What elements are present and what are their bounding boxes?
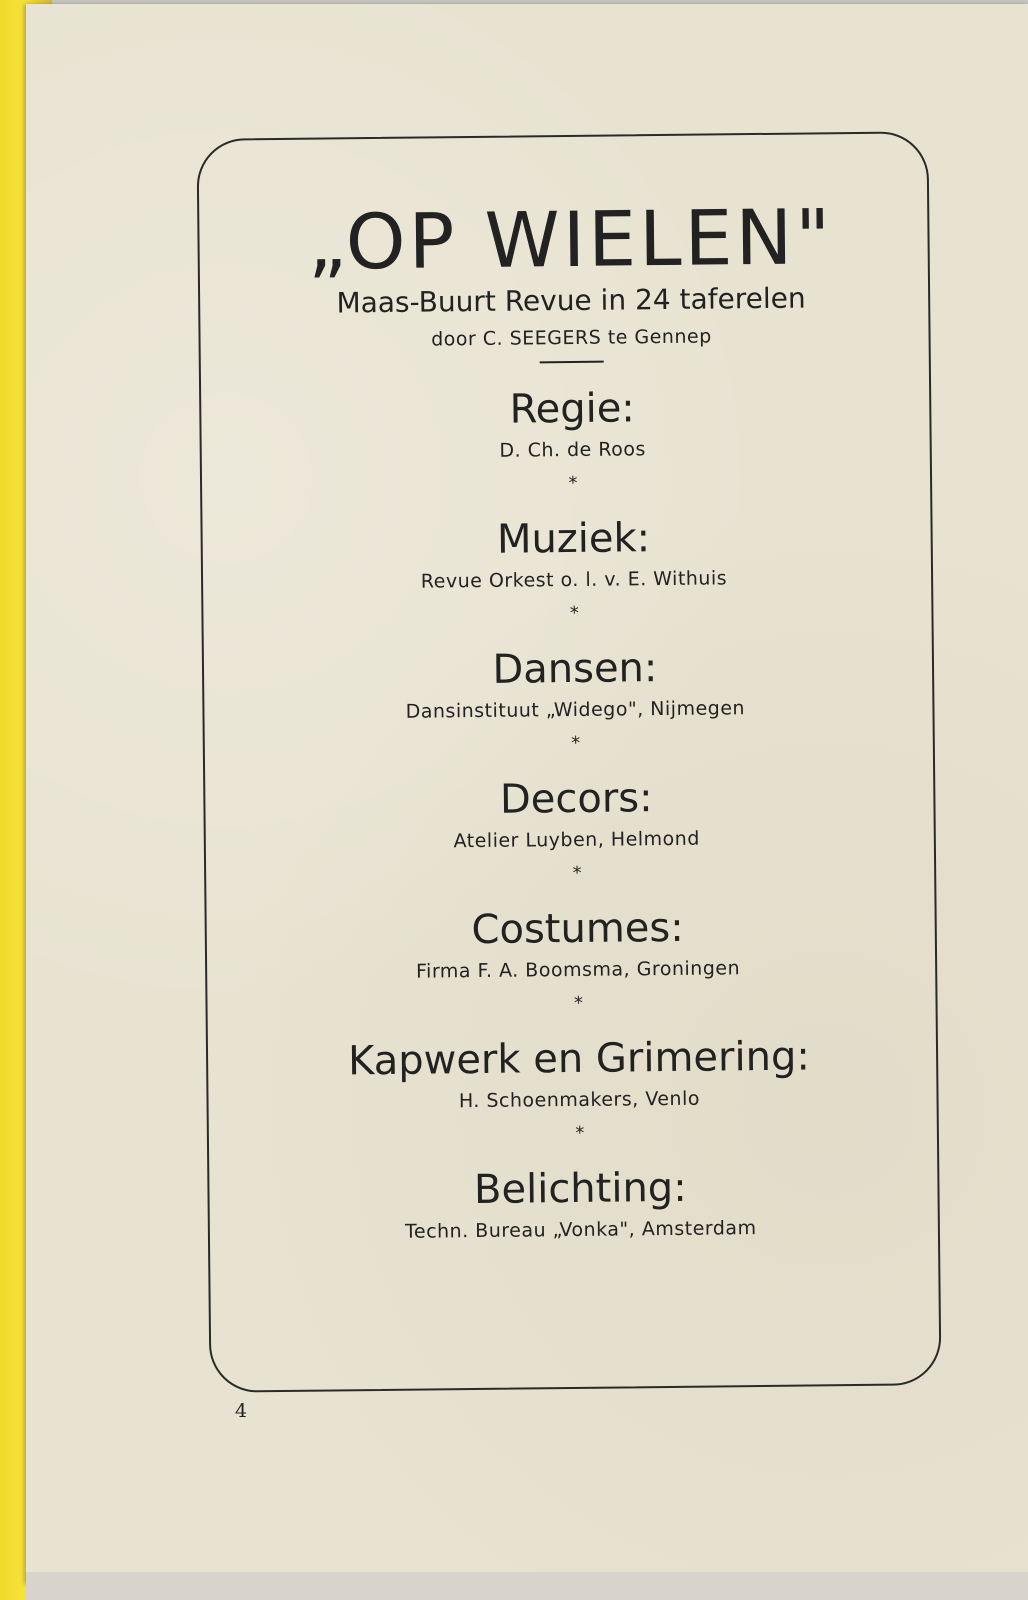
credit-heading: Decors: (499, 774, 653, 823)
separator-star: * (573, 992, 584, 1014)
credit-heading: Regie: (509, 385, 636, 433)
programme-title: „OP WIELEN" (307, 192, 834, 287)
credit-dansen (235, 641, 916, 724)
page-number: 4 (235, 1400, 248, 1422)
credit-value: H. Schoenmakers, Venlo (458, 1087, 701, 1113)
credit-value: Dansinstituut „Widego", Nijmegen (405, 696, 746, 723)
credit-value: Revue Orkest o. l. v. E. Withuis (420, 567, 728, 593)
programme-author: door C. SEEGERS te Gennep (431, 325, 712, 351)
page-bottom-strip (26, 1572, 1028, 1600)
credit-value: D. Ch. de Roos (499, 438, 646, 462)
separator-star: * (575, 1122, 585, 1144)
credit-kapwerk (239, 1031, 920, 1114)
credit-heading: Kapwerk en Grimering: (347, 1033, 811, 1085)
credit-heading: Dansen: (492, 644, 658, 693)
credit-costumes (237, 901, 918, 984)
credit-belichting (240, 1161, 921, 1244)
programme-content (230, 192, 921, 1244)
credit-heading: Belichting: (473, 1164, 687, 1213)
credit-decors (236, 771, 917, 854)
credit-value: Firma F. A. Boomsma, Groningen (415, 957, 741, 983)
credit-heading: Muziek: (496, 514, 651, 563)
credit-heading: Costumes: (471, 904, 684, 953)
separator-star: * (571, 732, 581, 754)
separator-star: * (568, 472, 578, 494)
separator-star: * (569, 602, 579, 624)
credit-value: Techn. Bureau „Vonka", Amsterdam (404, 1216, 757, 1243)
credit-muziek (233, 511, 914, 594)
credit-value: Atelier Luyben, Helmond (453, 827, 700, 853)
credit-regie (232, 381, 913, 464)
separator-star: * (572, 862, 582, 884)
programme-subtitle: Maas-Buurt Revue in 24 taferelen (336, 281, 806, 320)
title-rule (540, 360, 604, 363)
